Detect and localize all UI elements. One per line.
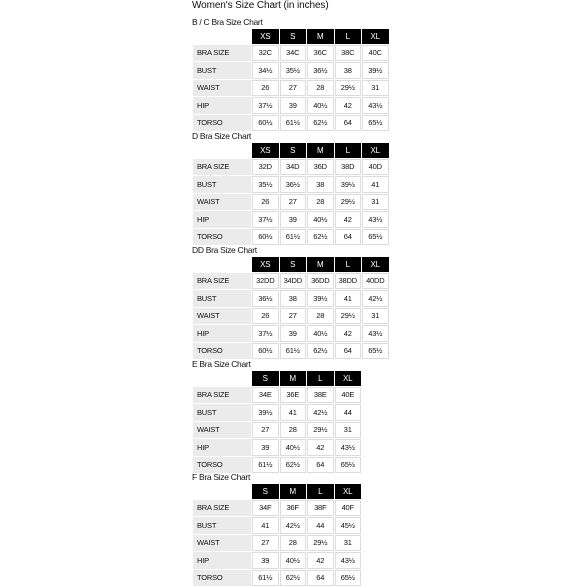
row-label: BRA SIZE	[193, 387, 251, 404]
cell: 40DD	[362, 273, 389, 290]
cell: 38	[280, 290, 307, 307]
row-label: BRA SIZE	[193, 45, 251, 62]
cell: 41	[362, 176, 389, 193]
cell: 62½	[307, 115, 334, 132]
cell: 42½	[307, 404, 334, 421]
header-row	[193, 143, 389, 158]
cell: 40F	[335, 500, 362, 517]
cell: 42½	[280, 517, 307, 534]
size-header: L	[335, 257, 362, 272]
cell: 40D	[362, 159, 389, 176]
cell: 34C	[280, 45, 307, 62]
cell: 35½	[280, 62, 307, 79]
cell: 41	[252, 517, 279, 534]
cell: 37½	[252, 97, 279, 114]
cell: 34E	[252, 387, 279, 404]
table-row	[193, 194, 389, 211]
cell: 31	[362, 308, 389, 325]
page-title: Women's Size Chart (in inches)	[192, 0, 329, 11]
size-table	[192, 28, 390, 132]
cell: 60½	[252, 115, 279, 132]
row-label: TORSO	[193, 229, 251, 246]
cell: 39	[252, 552, 279, 569]
row-label: WAIST	[193, 80, 251, 97]
table-row	[193, 457, 361, 474]
cell: 36DD	[307, 273, 334, 290]
cell: 43½	[335, 439, 362, 456]
size-chart-dd	[192, 245, 390, 360]
section-title: E Bra Size Chart	[192, 359, 251, 369]
cell: 38C	[335, 45, 362, 62]
cell: 38F	[307, 500, 334, 517]
cell: 42	[335, 97, 362, 114]
cell: 60½	[252, 229, 279, 246]
table-row	[193, 115, 389, 132]
header-corner	[193, 371, 251, 386]
size-table	[192, 142, 390, 246]
size-chart-e	[192, 359, 362, 474]
cell: 42½	[362, 290, 389, 307]
cell: 36F	[280, 500, 307, 517]
header-row	[193, 29, 389, 44]
header-corner	[193, 484, 251, 499]
cell: 28	[307, 80, 334, 97]
size-header: XS	[252, 29, 279, 44]
header-row	[193, 371, 361, 386]
size-header: M	[280, 371, 307, 386]
cell: 29½	[307, 422, 334, 439]
size-header: M	[307, 143, 334, 158]
table-row	[193, 570, 361, 587]
cell: 36½	[307, 62, 334, 79]
table-row	[193, 290, 389, 307]
cell: 34½	[252, 62, 279, 79]
header-corner	[193, 143, 251, 158]
cell: 61½	[280, 115, 307, 132]
row-label: WAIST	[193, 308, 251, 325]
cell: 40½	[280, 439, 307, 456]
cell: 42	[335, 325, 362, 342]
cell: 32C	[252, 45, 279, 62]
cell: 29½	[335, 308, 362, 325]
cell: 39½	[362, 62, 389, 79]
size-chart-bc	[192, 17, 390, 132]
row-label: TORSO	[193, 343, 251, 360]
cell: 43½	[362, 325, 389, 342]
cell: 62½	[307, 229, 334, 246]
row-label: HIP	[193, 211, 251, 228]
cell: 40½	[307, 211, 334, 228]
cell: 62½	[307, 343, 334, 360]
row-label: WAIST	[193, 194, 251, 211]
size-header: XL	[362, 257, 389, 272]
cell: 43½	[335, 552, 362, 569]
cell: 44	[335, 404, 362, 421]
cell: 31	[335, 535, 362, 552]
size-header: M	[280, 484, 307, 499]
table-row	[193, 325, 389, 342]
size-header: S	[280, 143, 307, 158]
size-table	[192, 256, 390, 360]
size-header: XL	[335, 371, 362, 386]
cell: 40C	[362, 45, 389, 62]
cell: 34D	[280, 159, 307, 176]
cell: 43½	[362, 211, 389, 228]
cell: 45½	[335, 517, 362, 534]
cell: 61½	[280, 343, 307, 360]
row-label: BUST	[193, 290, 251, 307]
size-header: XL	[335, 484, 362, 499]
row-label: HIP	[193, 552, 251, 569]
table-row	[193, 552, 361, 569]
cell: 65½	[335, 457, 362, 474]
cell: 61½	[252, 457, 279, 474]
cell: 39	[280, 325, 307, 342]
size-chart-f	[192, 472, 362, 587]
cell: 28	[280, 535, 307, 552]
size-header: L	[307, 371, 334, 386]
cell: 31	[362, 194, 389, 211]
size-header: XS	[252, 143, 279, 158]
cell: 38D	[335, 159, 362, 176]
header-row	[193, 257, 389, 272]
cell: 26	[252, 80, 279, 97]
size-chart-d	[192, 131, 390, 246]
size-header: L	[335, 29, 362, 44]
size-table	[192, 483, 362, 587]
row-label: WAIST	[193, 422, 251, 439]
cell: 28	[307, 194, 334, 211]
cell: 36½	[252, 290, 279, 307]
cell: 39½	[252, 404, 279, 421]
cell: 64	[307, 570, 334, 587]
row-label: HIP	[193, 439, 251, 456]
size-header: XL	[362, 143, 389, 158]
row-label: BUST	[193, 517, 251, 534]
cell: 26	[252, 194, 279, 211]
size-header: XS	[252, 257, 279, 272]
cell: 62½	[280, 457, 307, 474]
row-label: TORSO	[193, 115, 251, 132]
row-label: BRA SIZE	[193, 273, 251, 290]
size-header: S	[280, 29, 307, 44]
section-title: F Bra Size Chart	[192, 472, 251, 482]
table-row	[193, 45, 389, 62]
size-header: S	[252, 371, 279, 386]
table-row	[193, 517, 361, 534]
cell: 39	[280, 211, 307, 228]
cell: 64	[335, 343, 362, 360]
cell: 39½	[307, 290, 334, 307]
cell: 64	[335, 115, 362, 132]
cell: 26	[252, 308, 279, 325]
cell: 37½	[252, 211, 279, 228]
row-label: TORSO	[193, 457, 251, 474]
cell: 65½	[362, 115, 389, 132]
cell: 32D	[252, 159, 279, 176]
row-label: HIP	[193, 97, 251, 114]
cell: 36E	[280, 387, 307, 404]
table-row	[193, 176, 389, 193]
cell: 35½	[252, 176, 279, 193]
cell: 37½	[252, 325, 279, 342]
table-row	[193, 97, 389, 114]
cell: 61½	[252, 570, 279, 587]
cell: 60½	[252, 343, 279, 360]
cell: 27	[252, 422, 279, 439]
header-corner	[193, 29, 251, 44]
table-row	[193, 343, 389, 360]
cell: 39½	[335, 176, 362, 193]
cell: 31	[362, 80, 389, 97]
cell: 38	[335, 62, 362, 79]
row-label: BRA SIZE	[193, 159, 251, 176]
cell: 42	[335, 211, 362, 228]
size-header: S	[252, 484, 279, 499]
cell: 65½	[335, 570, 362, 587]
cell: 27	[280, 80, 307, 97]
size-header: S	[280, 257, 307, 272]
cell: 29½	[335, 80, 362, 97]
table-row	[193, 500, 361, 517]
size-header: XL	[362, 29, 389, 44]
table-row	[193, 422, 361, 439]
cell: 34F	[252, 500, 279, 517]
cell: 38	[307, 176, 334, 193]
size-header: M	[307, 29, 334, 44]
cell: 31	[335, 422, 362, 439]
row-label: BUST	[193, 404, 251, 421]
cell: 44	[307, 517, 334, 534]
table-row	[193, 229, 389, 246]
cell: 41	[280, 404, 307, 421]
cell: 27	[280, 308, 307, 325]
header-row	[193, 484, 361, 499]
cell: 42	[307, 439, 334, 456]
table-row	[193, 80, 389, 97]
row-label: WAIST	[193, 535, 251, 552]
section-title: DD Bra Size Chart	[192, 245, 257, 255]
cell: 29½	[335, 194, 362, 211]
cell: 39	[252, 439, 279, 456]
cell: 62½	[280, 570, 307, 587]
cell: 38E	[307, 387, 334, 404]
cell: 36C	[307, 45, 334, 62]
table-row	[193, 62, 389, 79]
cell: 40½	[307, 97, 334, 114]
table-row	[193, 308, 389, 325]
row-label: BRA SIZE	[193, 500, 251, 517]
size-header: L	[335, 143, 362, 158]
cell: 27	[252, 535, 279, 552]
cell: 41	[335, 290, 362, 307]
cell: 40½	[307, 325, 334, 342]
cell: 32DD	[252, 273, 279, 290]
cell: 61½	[280, 229, 307, 246]
cell: 64	[307, 457, 334, 474]
size-header: L	[307, 484, 334, 499]
size-table	[192, 370, 362, 474]
table-row	[193, 404, 361, 421]
row-label: HIP	[193, 325, 251, 342]
cell: 40½	[280, 552, 307, 569]
cell: 65½	[362, 343, 389, 360]
section-title: B / C Bra Size Chart	[192, 17, 263, 27]
table-row	[193, 439, 361, 456]
cell: 27	[280, 194, 307, 211]
cell: 65½	[362, 229, 389, 246]
header-corner	[193, 257, 251, 272]
table-row	[193, 535, 361, 552]
cell: 29½	[307, 535, 334, 552]
cell: 42	[307, 552, 334, 569]
row-label: BUST	[193, 176, 251, 193]
row-label: BUST	[193, 62, 251, 79]
cell: 40E	[335, 387, 362, 404]
size-header: M	[307, 257, 334, 272]
table-row	[193, 211, 389, 228]
cell: 28	[280, 422, 307, 439]
section-title: D Bra Size Chart	[192, 131, 251, 141]
row-label: TORSO	[193, 570, 251, 587]
cell: 38DD	[335, 273, 362, 290]
table-row	[193, 159, 389, 176]
table-row	[193, 387, 361, 404]
cell: 36½	[280, 176, 307, 193]
cell: 34DD	[280, 273, 307, 290]
table-row	[193, 273, 389, 290]
cell: 43½	[362, 97, 389, 114]
cell: 39	[280, 97, 307, 114]
cell: 28	[307, 308, 334, 325]
cell: 36D	[307, 159, 334, 176]
cell: 64	[335, 229, 362, 246]
